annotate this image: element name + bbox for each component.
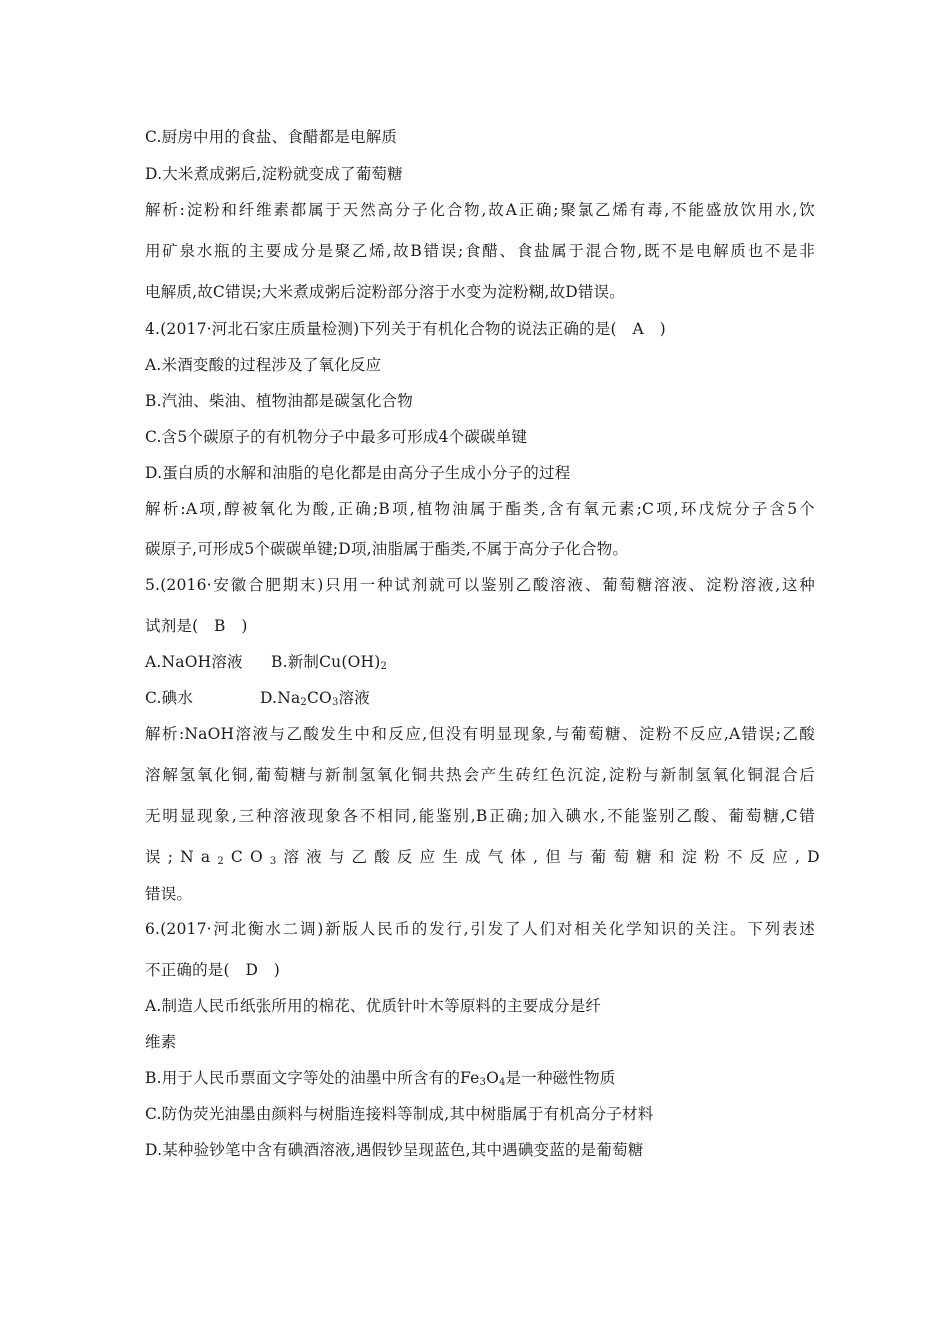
q4-option-b: B.汽油、柴油、植物油都是碳氢化合物 <box>145 392 413 410</box>
q5-options-cd <box>145 687 815 709</box>
q4-analysis-line-1: 解析:A项,醇被氧化为酸,正确;B项,植物油属于酯类,含有氧元素;C项,环戊烷分子含5个 <box>145 500 815 518</box>
q6-option-b: B.用于人民币票面文字等处的油墨中所含有的$Fe_3O_4$是一种磁性物质 <box>145 1069 616 1088</box>
q5-analysis-line-5: 错误。 <box>145 885 193 903</box>
q5-analysis-line-1: 解析:NaOH溶液与乙酸发生中和反应,但没有明显现象,与葡萄糖、淀粉不反应,A错误;乙酸 <box>145 725 815 743</box>
q5-option-b: B.新制$Cu(OH)_2$ <box>271 653 388 672</box>
q6-option-a-line-2: 维素 <box>145 1033 177 1051</box>
q3-analysis-line-1: 解析:淀粉和纤维素都属于天然高分子化合物,故A正确;聚氯乙烯有毒,不能盛放饮用水,饮 <box>145 201 815 219</box>
q3-option-c: C.厨房中用的食盐、食醋都是电解质 <box>145 128 398 146</box>
q3-analysis-line-3: 电解质,故C错误;大米煮成粥后淀粉部分溶于水变为淀粉糊,故D错误。 <box>145 283 625 301</box>
q4-analysis-line-2: 碳原子,可形成5个碳碳单键;D项,油脂属于酯类,不属于高分子化合物。 <box>145 540 629 558</box>
q4-option-d: D.蛋白质的水解和油脂的皂化都是由高分子生成小分子的过程 <box>145 464 571 482</box>
q6-option-c: C.防伪荧光油墨由颜料与树脂连接料等制成,其中树脂属于有机高分子材料 <box>145 1105 654 1123</box>
q4-option-a: A.米酒变酸的过程涉及了氧化反应 <box>145 356 382 374</box>
q5-stem-line-1: 5.(2016·安徽合肥期末)只用一种试剂就可以鉴别乙酸溶液、葡萄糖溶液、淀粉溶液,这种 <box>145 576 815 594</box>
q6-option-d: D.某种验钞笔中含有碘酒溶液,遇假钞呈现蓝色,其中遇碘变蓝的是葡萄糖 <box>145 1141 644 1159</box>
q5-option-a: A.NaOH溶液 <box>145 653 243 671</box>
q3-analysis-line-2: 用矿泉水瓶的主要成分是聚乙烯,故B错误;食醋、食盐属于混合物,既不是电解质也不是非 <box>145 242 815 260</box>
q6-option-a-line-1: A.制造人民币纸张所用的棉花、优质针叶木等原料的主要成分是纤 <box>145 997 602 1015</box>
q4-option-c: C.含5个碳原子的有机物分子中最多可形成4个碳碳单键 <box>145 428 528 446</box>
q6-stem-line-1: 6.(2017·河北衡水二调)新版人民币的发行,引发了人们对相关化学知识的关注。下列表述 <box>145 920 815 938</box>
q5-stem-line-2: 试剂是( B ) <box>145 617 248 635</box>
q5-option-c: C.碘水 <box>145 689 194 707</box>
q5-analysis-line-2: 溶解氢氧化铜,葡萄糖与新制氢氧化铜共热会产生砖红色沉淀,淀粉与新制氢氧化铜混合后 <box>145 766 815 784</box>
q5-analysis-line-4: 误$;Na_2CO_3$溶液与乙酸反应生成气体,但与葡萄糖和淀粉不反应,D <box>145 848 827 867</box>
q3-option-d: D.大米煮成粥后,淀粉就变成了葡萄糖 <box>145 165 403 183</box>
q5-option-d: $D.Na_2CO_3$溶液 <box>260 689 370 708</box>
q6-stem-line-2: 不正确的是( D ) <box>145 961 281 979</box>
q5-analysis-line-3: 无明显现象,三种溶液现象各不相同,能鉴别,B正确;加入碘水,不能鉴别乙酸、葡萄糖,C错 <box>145 807 815 825</box>
q4-stem: 4.(2017·河北石家庄质量检测)下列关于有机化合物的说法正确的是( A ) <box>145 320 666 338</box>
q5-options-ab <box>145 651 815 673</box>
